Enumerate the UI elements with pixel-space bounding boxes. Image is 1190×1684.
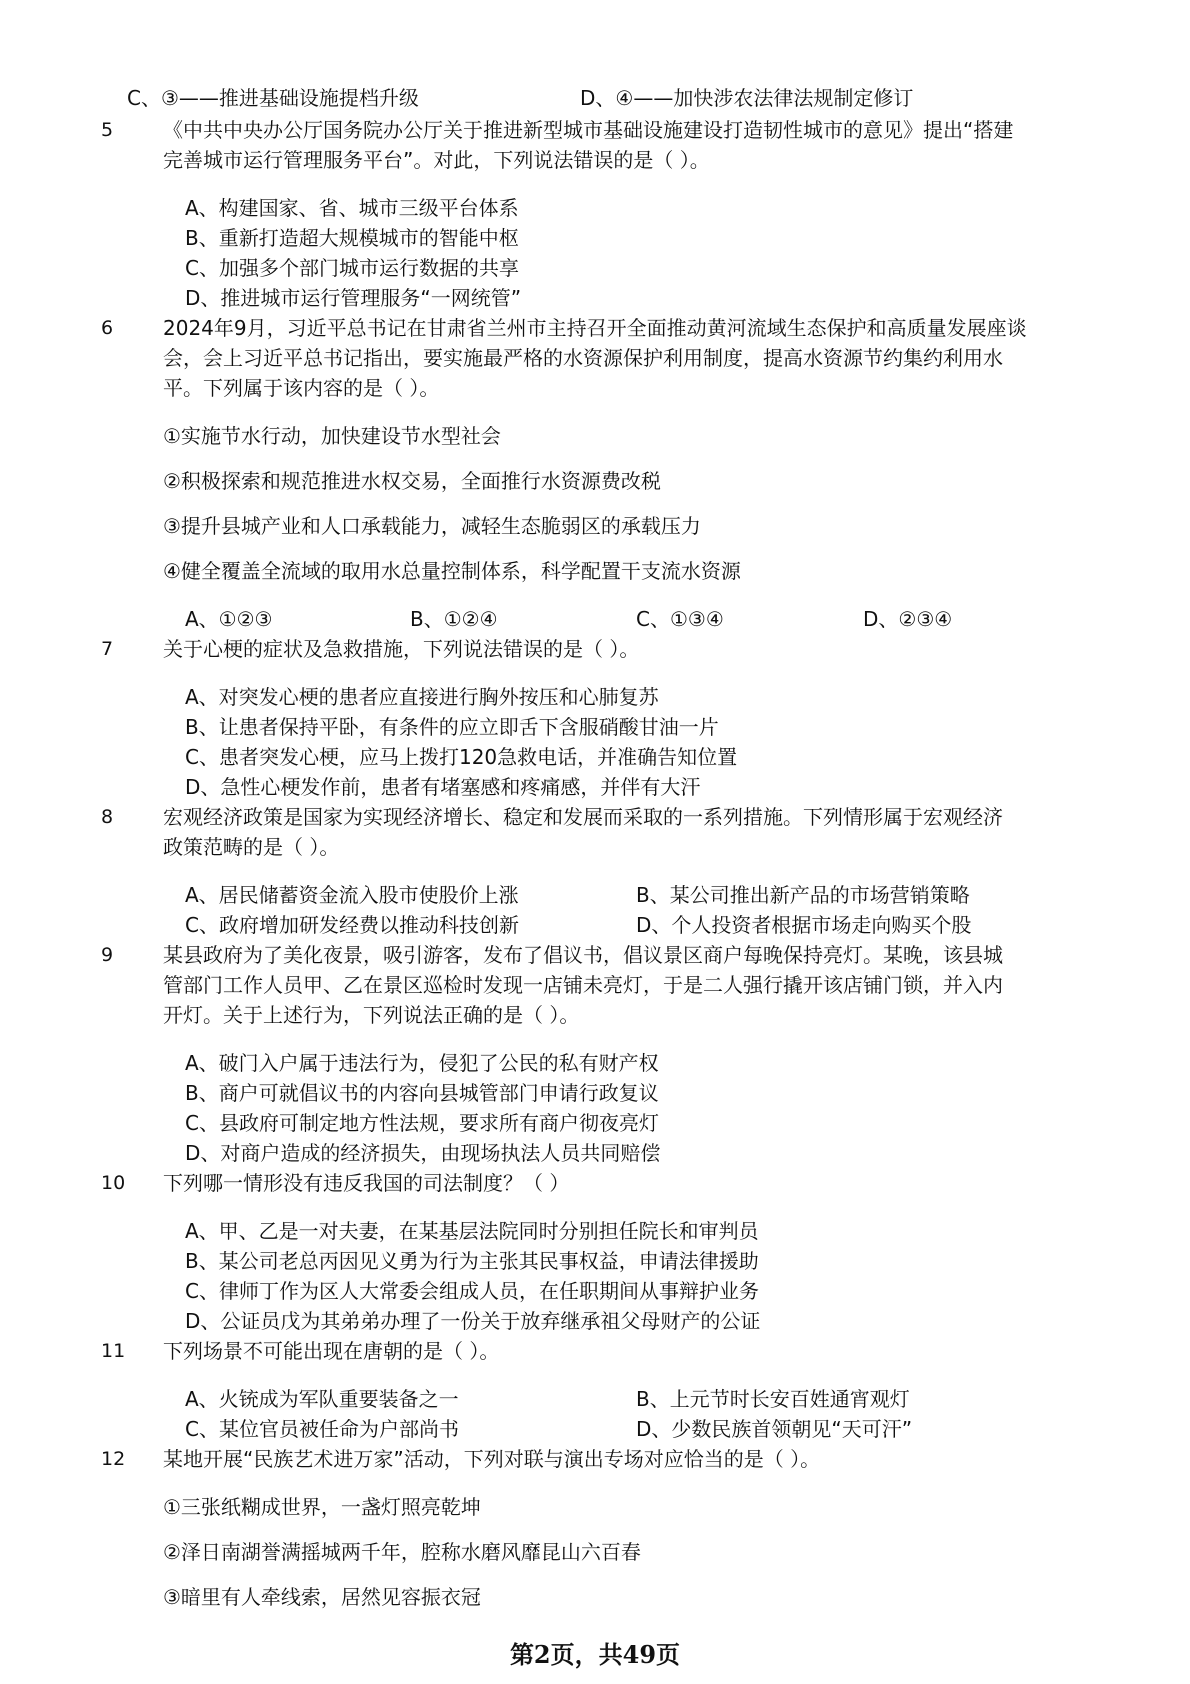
option-d: D、对商户造成的经济损失，由现场执法人员共同赔偿 (185, 1141, 661, 1165)
option-d: D、个人投资者根据市场走向购买个股 (636, 913, 972, 937)
question-stem: 开灯。关于上述行为，下列说法正确的是（ ）。 (163, 1003, 580, 1027)
option-c: C、律师丁作为区人大常委会组成人员，在任职期间从事辩护业务 (185, 1279, 759, 1303)
option-c: C、患者突发心梗，应马上拨打120急救电话，并准确告知位置 (185, 745, 738, 769)
option-d: D、公证员戊为其弟弟办理了一份关于放弃继承祖父母财产的公证 (185, 1309, 761, 1333)
option-a: A、破门入户属于违法行为，侵犯了公民的私有财产权 (185, 1051, 659, 1075)
option-b: B、重新打造超大规模城市的智能中枢 (185, 226, 519, 250)
question-stem: 《中共中央办公厅国务院办公厅关于推进新型城市基础设施建设打造韧性城市的意见》提出“搭建 (163, 118, 1014, 142)
question-stem: 某地开展“民族艺术进万家”活动，下列对联与演出专场对应恰当的是（ ）。 (163, 1447, 821, 1471)
page-number-footer: 第2页，共49页 (509, 1640, 681, 1669)
question-stem: 完善城市运行管理服务平台”。对此，下列说法错误的是（ ）。 (163, 148, 710, 172)
statement-4: ④健全覆盖全流域的取用水总量控制体系，科学配置干支流水资源 (163, 559, 741, 583)
question-stem: 2024年9月，习近平总书记在甘肃省兰州市主持召开全面推动黄河流域生态保护和高质量发展座谈 (163, 316, 1027, 340)
option-c: C、县政府可制定地方性法规，要求所有商户彻夜亮灯 (185, 1111, 659, 1135)
option-c: C、①③④ (636, 607, 724, 631)
option-c: C、某位官员被任命为户部尚书 (185, 1417, 459, 1441)
option-b: B、某公司老总丙因见义勇为行为主张其民事权益，申请法律援助 (185, 1249, 759, 1273)
question-stem: 下列哪一情形没有违反我国的司法制度？（ ） (163, 1171, 570, 1195)
question-stem: 下列场景不可能出现在唐朝的是（ ）。 (163, 1339, 500, 1363)
option-a: A、对突发心梗的患者应直接进行胸外按压和心肺复苏 (185, 685, 659, 709)
question-stem: 政策范畴的是（ ）。 (163, 835, 340, 859)
q4-option-d: D、④——加快涉农法律法规制定修订 (580, 86, 914, 110)
option-b: B、让患者保持平卧，有条件的应立即舌下含服硝酸甘油一片 (185, 715, 719, 739)
option-a: A、构建国家、省、城市三级平台体系 (185, 196, 519, 220)
question-number: 12 (101, 1448, 126, 1470)
question-stem: 会，会上习近平总书记指出，要实施最严格的水资源保护利用制度，提高水资源节约集约利用水 (163, 346, 1003, 370)
option-a: A、火铳成为军队重要装备之一 (185, 1387, 459, 1411)
option-a: A、甲、乙是一对夫妻，在某基层法院同时分别担任院长和审判员 (185, 1219, 759, 1243)
question-number: 9 (101, 944, 114, 966)
question-stem: 宏观经济政策是国家为实现经济增长、稳定和发展而采取的一系列措施。下列情形属于宏观经济 (163, 805, 1003, 829)
statement-2: ②泽日南湖誉满摇城两千年，腔称水磨风靡昆山六百春 (163, 1540, 641, 1564)
option-d: D、推进城市运行管理服务“一网统管” (185, 286, 522, 310)
option-d: D、少数民族首领朝见“天可汗” (636, 1417, 913, 1441)
statement-2: ②积极探索和规范推进水权交易，全面推行水资源费改税 (163, 469, 661, 493)
statement-3: ③提升县城产业和人口承载能力，减轻生态脆弱区的承载压力 (163, 514, 701, 538)
question-number: 6 (101, 317, 114, 339)
option-b: B、某公司推出新产品的市场营销策略 (636, 883, 970, 907)
question-stem: 关于心梗的症状及急救措施，下列说法错误的是（ ）。 (163, 637, 640, 661)
option-b: B、商户可就倡议书的内容向县城管部门申请行政复议 (185, 1081, 659, 1105)
question-stem: 某县政府为了美化夜景，吸引游客，发布了倡议书，倡议景区商户每晚保持亮灯。某晚，该县城 (163, 943, 1003, 967)
option-c: C、政府增加研发经费以推动科技创新 (185, 913, 519, 937)
question-number: 7 (101, 638, 114, 660)
q4-option-c: C、③——推进基础设施提档升级 (127, 86, 419, 110)
statement-3: ③暗里有人牵线索，居然见容振衣冠 (163, 1585, 481, 1609)
question-number: 10 (101, 1172, 126, 1194)
question-number: 8 (101, 806, 114, 828)
statement-1: ①实施节水行动，加快建设节水型社会 (163, 424, 501, 448)
question-number: 5 (101, 119, 114, 141)
statement-1: ①三张纸糊成世界，一盏灯照亮乾坤 (163, 1495, 481, 1519)
option-d: D、急性心梗发作前，患者有堵塞感和疼痛感，并伴有大汗 (185, 775, 701, 799)
option-b: B、①②④ (410, 607, 498, 631)
question-stem: 平。下列属于该内容的是（ ）。 (163, 376, 440, 400)
option-b: B、上元节时长安百姓通宵观灯 (636, 1387, 910, 1411)
question-number: 11 (101, 1340, 126, 1362)
option-a: A、①②③ (185, 607, 273, 631)
question-stem: 管部门工作人员甲、乙在景区巡检时发现一店铺未亮灯，于是二人强行撬开该店铺门锁，并入内 (163, 973, 1003, 997)
option-a: A、居民储蓄资金流入股市使股价上涨 (185, 883, 519, 907)
option-c: C、加强多个部门城市运行数据的共享 (185, 256, 519, 280)
option-d: D、②③④ (863, 607, 953, 631)
